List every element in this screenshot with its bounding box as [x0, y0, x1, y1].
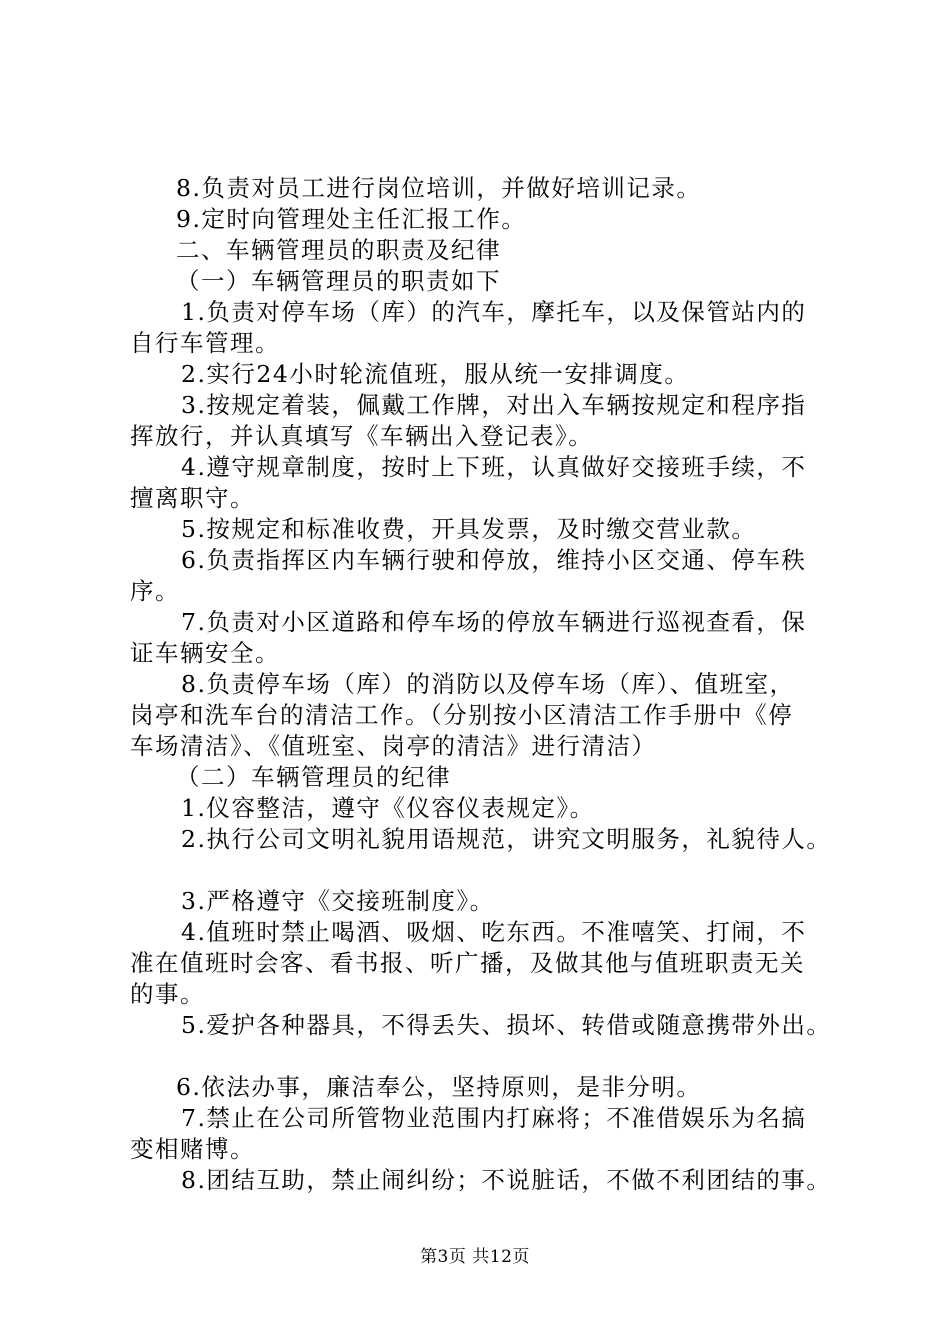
blank-line [130, 855, 840, 886]
duty-item-8: 8.负责对员工进行岗位培训，并做好培训记录。 [176, 174, 702, 202]
vehicle-duty-7-cont: 证车辆安全。 [130, 639, 280, 667]
vehicle-duty-3: 3.按规定着装，佩戴工作牌，对出入车辆按规定和程序指 [181, 391, 807, 419]
vehicle-duty-8-cont-2: 车场清洁》、《值班室、岗亭的清洁》进行清洁） [130, 732, 657, 760]
discipline-item-6: 6.依法办事，廉洁奉公，坚持原则，是非分明。 [176, 1073, 702, 1101]
vehicle-duty-5: 5.按规定和标准收费，开具发票，及时缴交营业款。 [181, 515, 757, 543]
vehicle-duty-6: 6.负责指挥区内车辆行驶和停放，维持小区交通、停车秩 [181, 546, 807, 574]
vehicle-duty-4-cont: 擅离职守。 [130, 484, 255, 512]
duty-item-9: 9.定时向管理处主任汇报工作。 [176, 205, 527, 233]
subsection-heading-duties: （一）车辆管理员的职责如下 [176, 267, 501, 295]
discipline-item-2: 2.执行公司文明礼貌用语规范，讲究文明服务，礼貌待人。 [181, 825, 832, 853]
vehicle-duty-6-cont: 序。 [130, 577, 180, 605]
discipline-item-1: 1.仪容整洁，遵守《仪容仪表规定》。 [181, 794, 595, 822]
vehicle-duty-7: 7.负责对小区道路和停车场的停放车辆进行巡视查看，保 [181, 608, 807, 636]
vehicle-duty-4: 4.遵守规章制度，按时上下班，认真做好交接班手续，不 [181, 453, 807, 481]
discipline-item-3: 3.严格遵守《交接班制度》。 [181, 887, 495, 915]
discipline-item-8: 8.团结互助，禁止闹纠纷；不说脏话，不做不利团结的事。 [181, 1166, 832, 1194]
discipline-item-7-cont: 变相赌博。 [130, 1135, 255, 1163]
vehicle-duty-2: 2.实行24小时轮流值班，服从统一安排调度。 [181, 360, 690, 388]
blank-line [130, 1041, 840, 1072]
vehicle-duty-8-cont-1: 岗亭和洗车台的清洁工作。（分别按小区清洁工作手册中《停 [130, 701, 794, 729]
vehicle-duty-3-cont: 挥放行，并认真填写《车辆出入登记表》。 [130, 422, 594, 450]
discipline-item-4-cont-1: 准在值班时会客、看书报、听广播，及做其他与值班职责无关 [130, 949, 805, 977]
vehicle-duty-1: 1.负责对停车场（库）的汽车，摩托车，以及保管站内的 [181, 298, 807, 326]
page-number-footer: 第3页 共12页 [420, 1247, 530, 1267]
discipline-item-4: 4.值班时禁止喝酒、吸烟、吃东西。不准嘻笑、打闹，不 [181, 918, 807, 946]
document-body [130, 173, 840, 1196]
vehicle-duty-1-cont: 自行车管理。 [130, 329, 280, 357]
discipline-item-7: 7.禁止在公司所管物业范围内打麻将；不准借娱乐为名搞 [181, 1104, 807, 1132]
subsection-heading-discipline: （二）车辆管理员的纪律 [176, 763, 451, 791]
vehicle-duty-8: 8.负责停车场（库）的消防以及停车场（库）、值班室， [181, 670, 795, 698]
discipline-item-5: 5.爱护各种器具，不得丢失、损坏、转借或随意携带外出。 [181, 1011, 832, 1039]
section-heading-vehicle-manager: 二、车辆管理员的职责及纪律 [176, 236, 501, 264]
discipline-item-4-cont-2: 的事。 [130, 980, 205, 1008]
